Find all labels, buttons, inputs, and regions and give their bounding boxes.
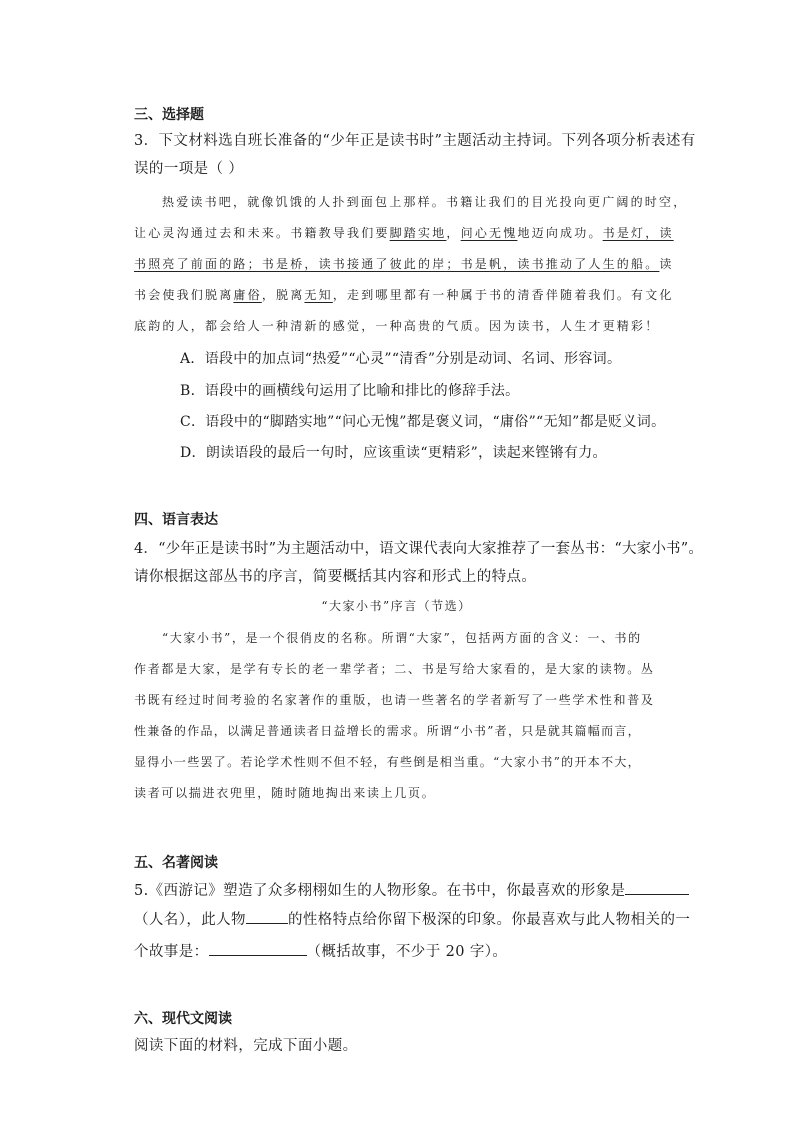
question-4-stem-line-1: 4．“少年正是读书时”为主题活动中，语文课代表向大家推荐了一套丛书：“大家小书”。 xyxy=(134,541,704,557)
passage-3-line-2 xyxy=(134,224,674,241)
preface-line-2: 作者都是大家，是学有专长的老一辈学者；二、书是写给大家看的，是大家的读物。丛 xyxy=(134,662,655,676)
passage-text: 书会使我们脱离 xyxy=(134,288,234,302)
underlined-sentence: 书照亮了前面的路；书是桥，读书接通了彼此的岸；书是帆，读书推动了人生的船。 xyxy=(134,257,660,271)
question-5-line-2 xyxy=(134,908,690,929)
dotted-word: 问心无愧 xyxy=(460,226,518,240)
passage-text: 地迈向成功。 xyxy=(517,226,603,240)
question-6-instruction: 阅读下面的材料，完成下面小题。 xyxy=(134,1038,358,1054)
preface-line-6: 读者可以揣进衣兜里，随时随地掏出来读上几页。 xyxy=(134,786,436,800)
dotted-word: 脚踏实地 xyxy=(389,226,447,240)
question-text: （人名），此人物 xyxy=(134,912,246,928)
answer-blank-name[interactable] xyxy=(625,880,689,895)
passage-text: ，脱离 xyxy=(261,288,305,302)
passage-3-line-3 xyxy=(134,255,674,272)
passage-text: 让心灵沟通过去和未来。书籍教导我们要 xyxy=(134,226,390,240)
question-5-line-1 xyxy=(134,879,689,900)
question-text: （概括故事，不少于 20 字）。 xyxy=(306,944,508,960)
option-c[interactable]: C．语段中的“脚踏实地”“问心无愧”都是褒义词，“庸俗”“无知”都是贬义词。 xyxy=(180,414,666,430)
passage-text: ，走到哪里都有一种属于书的清香伴随着我们。有文化 xyxy=(332,288,674,302)
option-a[interactable]: A．语段中的加点词“热爱”“心灵”“清香”分别是动词、名词、形容词。 xyxy=(180,351,622,367)
question-3-stem-line-1: 3．下文材料选自班长准备的“少年正是读书时”主题活动主持词。下列各项分析表述有 xyxy=(134,133,696,149)
preface-line-5: 显得小一些罢了。若论学术性则不但不轻，有些倒是相当重。“大家小书”的开本不大， xyxy=(134,755,641,769)
preface-title: “大家小书”序言（节选） xyxy=(321,599,472,613)
answer-blank-story[interactable] xyxy=(209,941,307,956)
preface-line-1: “大家小书”，是一个很俏皮的名称。所谓“大家”，包括两方面的含义：一、书的 xyxy=(162,631,642,645)
passage-3-line-4 xyxy=(134,286,674,303)
preface-line-4: 性兼备的作品，以满足普通读者日益增长的需求。所谓“小书”者，只是就其篇幅而言， xyxy=(134,724,641,738)
question-4-stem-line-2: 请你根据这部丛书的序言，简要概括其内容和形式上的特点。 xyxy=(134,569,537,585)
preface-line-3: 书既有经过时间考验的名家著作的重版，也请一些著名的学者新写了一些学术性和普及 xyxy=(134,693,655,707)
option-b[interactable]: B．语段中的画横线句运用了比喻和排比的修辞手法。 xyxy=(180,383,520,399)
dotted-word: 庸俗 xyxy=(233,288,262,302)
question-text: 5.《西游记》塑造了众多栩栩如生的人物形象。在书中，你最喜欢的形象是 xyxy=(134,883,626,899)
question-3-stem-line-2: 误的一项是（ ） xyxy=(134,161,244,177)
section-heading-modern-reading: 六、现代文阅读 xyxy=(134,1011,232,1027)
question-5-line-3 xyxy=(134,940,507,961)
dotted-word: 无知 xyxy=(304,288,333,302)
question-text: 个故事是： xyxy=(134,944,209,960)
question-text: 的性格特点给你留下极深的印象。你最喜欢与此人物相关的一 xyxy=(287,912,691,928)
section-heading-classics: 五、名著阅读 xyxy=(134,855,218,871)
section-heading-choice: 三、选择题 xyxy=(134,107,204,123)
passage-text: ， xyxy=(446,226,461,240)
passage-3-line-1: 热爱读书吧，就像饥饿的人扑到面包上那样。书籍让我们的目光投向更广阔的时空， xyxy=(162,195,688,209)
option-d[interactable]: D．朗读语段的最后一句时，应该重读“更精彩”，读起来铿锵有力。 xyxy=(180,445,607,461)
underlined-sentence: 书是灯，读 xyxy=(602,226,674,240)
section-heading-expression: 四、语言表达 xyxy=(134,512,218,528)
passage-3-line-5: 底韵的人，都会给人一种清新的感觉，一种高贵的气质。因为读书，人生才更精彩！ xyxy=(134,319,660,333)
answer-blank-trait[interactable] xyxy=(246,909,288,924)
passage-text: 读 xyxy=(659,257,674,271)
